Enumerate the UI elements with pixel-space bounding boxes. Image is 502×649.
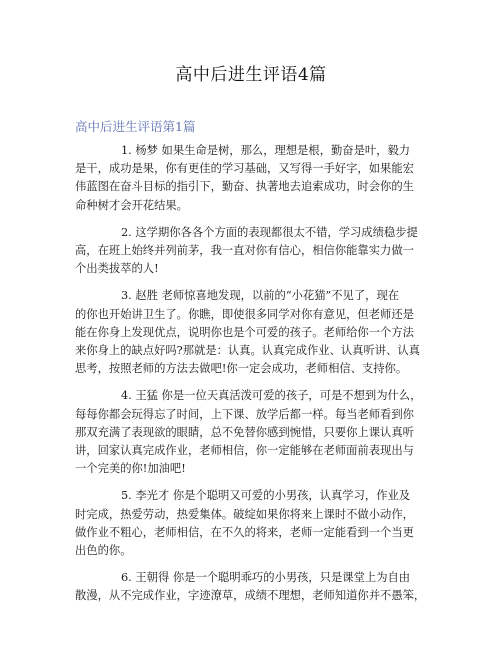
comment-entry-4: [75, 387, 440, 478]
paragraph-line: 命种树才会开花结果。: [75, 198, 188, 212]
paragraph-line: 每每你都会玩得忘了时间，上下课、放学后都一样。每当老师看到你: [75, 407, 414, 421]
section-heading: 高中后进生评语第1篇: [75, 119, 196, 134]
paragraph-line: 的你也开始讲卫生了。你瞧，即使很多同学对你有意见，但老师还是: [75, 307, 414, 321]
paragraph-line: 3. 赵胜 老师惊喜地发现，以前的“小花猫”不见了，现在: [121, 289, 400, 303]
document-body: [75, 142, 440, 615]
paragraph-line: 思考，按照老师的方法去做吧!你一定会成功，老师相信、支持你。: [75, 362, 408, 376]
paragraph-line: 伟蓝图在奋斗目标的指引下，勤奋、执著地去追索成功，时会你的生: [75, 180, 414, 194]
comment-entry-2: [75, 224, 440, 279]
paragraph-line: 讲，回家认真完成作业，老师相信，你一定能够在老师面前表现出与: [75, 444, 414, 458]
paragraph-line: 那双充满了表现欲的眼睛，总不免替你感到惋惜，只要你上课认真听: [75, 425, 414, 439]
comment-entry-6: [75, 569, 440, 605]
paragraph-line: 高，在班上始终并列前茅，我一直对你有信心，相信你能靠实力做一: [75, 244, 414, 258]
paragraph-line: 一个完美的你!加油吧!: [75, 462, 186, 476]
paragraph-line: 做作业不粗心，老师相信，在不久的将来，老师一定能看到一个当更: [75, 525, 414, 539]
paragraph-line: 2. 这学期你各各个方面的表现都很太不错，学习成绩稳步提: [121, 225, 418, 239]
paragraph-line: 5. 李光才 你是个聪明又可爱的小男孩，认真学习，作业及: [121, 489, 411, 503]
comment-entry-3: [75, 287, 440, 378]
paragraph-line: 6. 王朝得 你是一个聪明乖巧的小男孩，只是课堂上为自由: [121, 571, 411, 585]
document-title: 高中后进生评语4篇: [175, 65, 327, 85]
paragraph-line: 出色的你。: [75, 544, 132, 558]
paragraph-line: 4. 王猛 你是一位天真活泼可爱的孩子，可是不想到为什么，: [121, 389, 422, 403]
paragraph-line: 来你身上的缺点好吗?那就是：认真。认真完成作业、认真听讲、认真: [75, 344, 420, 358]
paragraph-line: 1. 杨梦 如果生命是树，那么，理想是根，勤奋是叶，毅力: [121, 144, 411, 157]
paragraph-line: 个出类拔萃的人!: [75, 262, 159, 276]
comment-entry-1: [75, 142, 440, 215]
paragraph-line: 时完成，热爱劳动，热爱集体。破绽如果你将来上课时不做小动作，: [75, 507, 414, 521]
paragraph-line: 散漫，从不完成作业，字迹潦草，成绩不理想，老师知道你并不愚笨，: [75, 589, 426, 603]
comment-entry-5: [75, 487, 440, 560]
paragraph-line: 是干，成功是果，你有更佳的学习基础，又写得一手好字，如果能宏: [75, 162, 414, 176]
paragraph-line: 能在你身上发现优点，说明你也是个可爱的孩子。老师给你一个方法: [75, 325, 414, 339]
